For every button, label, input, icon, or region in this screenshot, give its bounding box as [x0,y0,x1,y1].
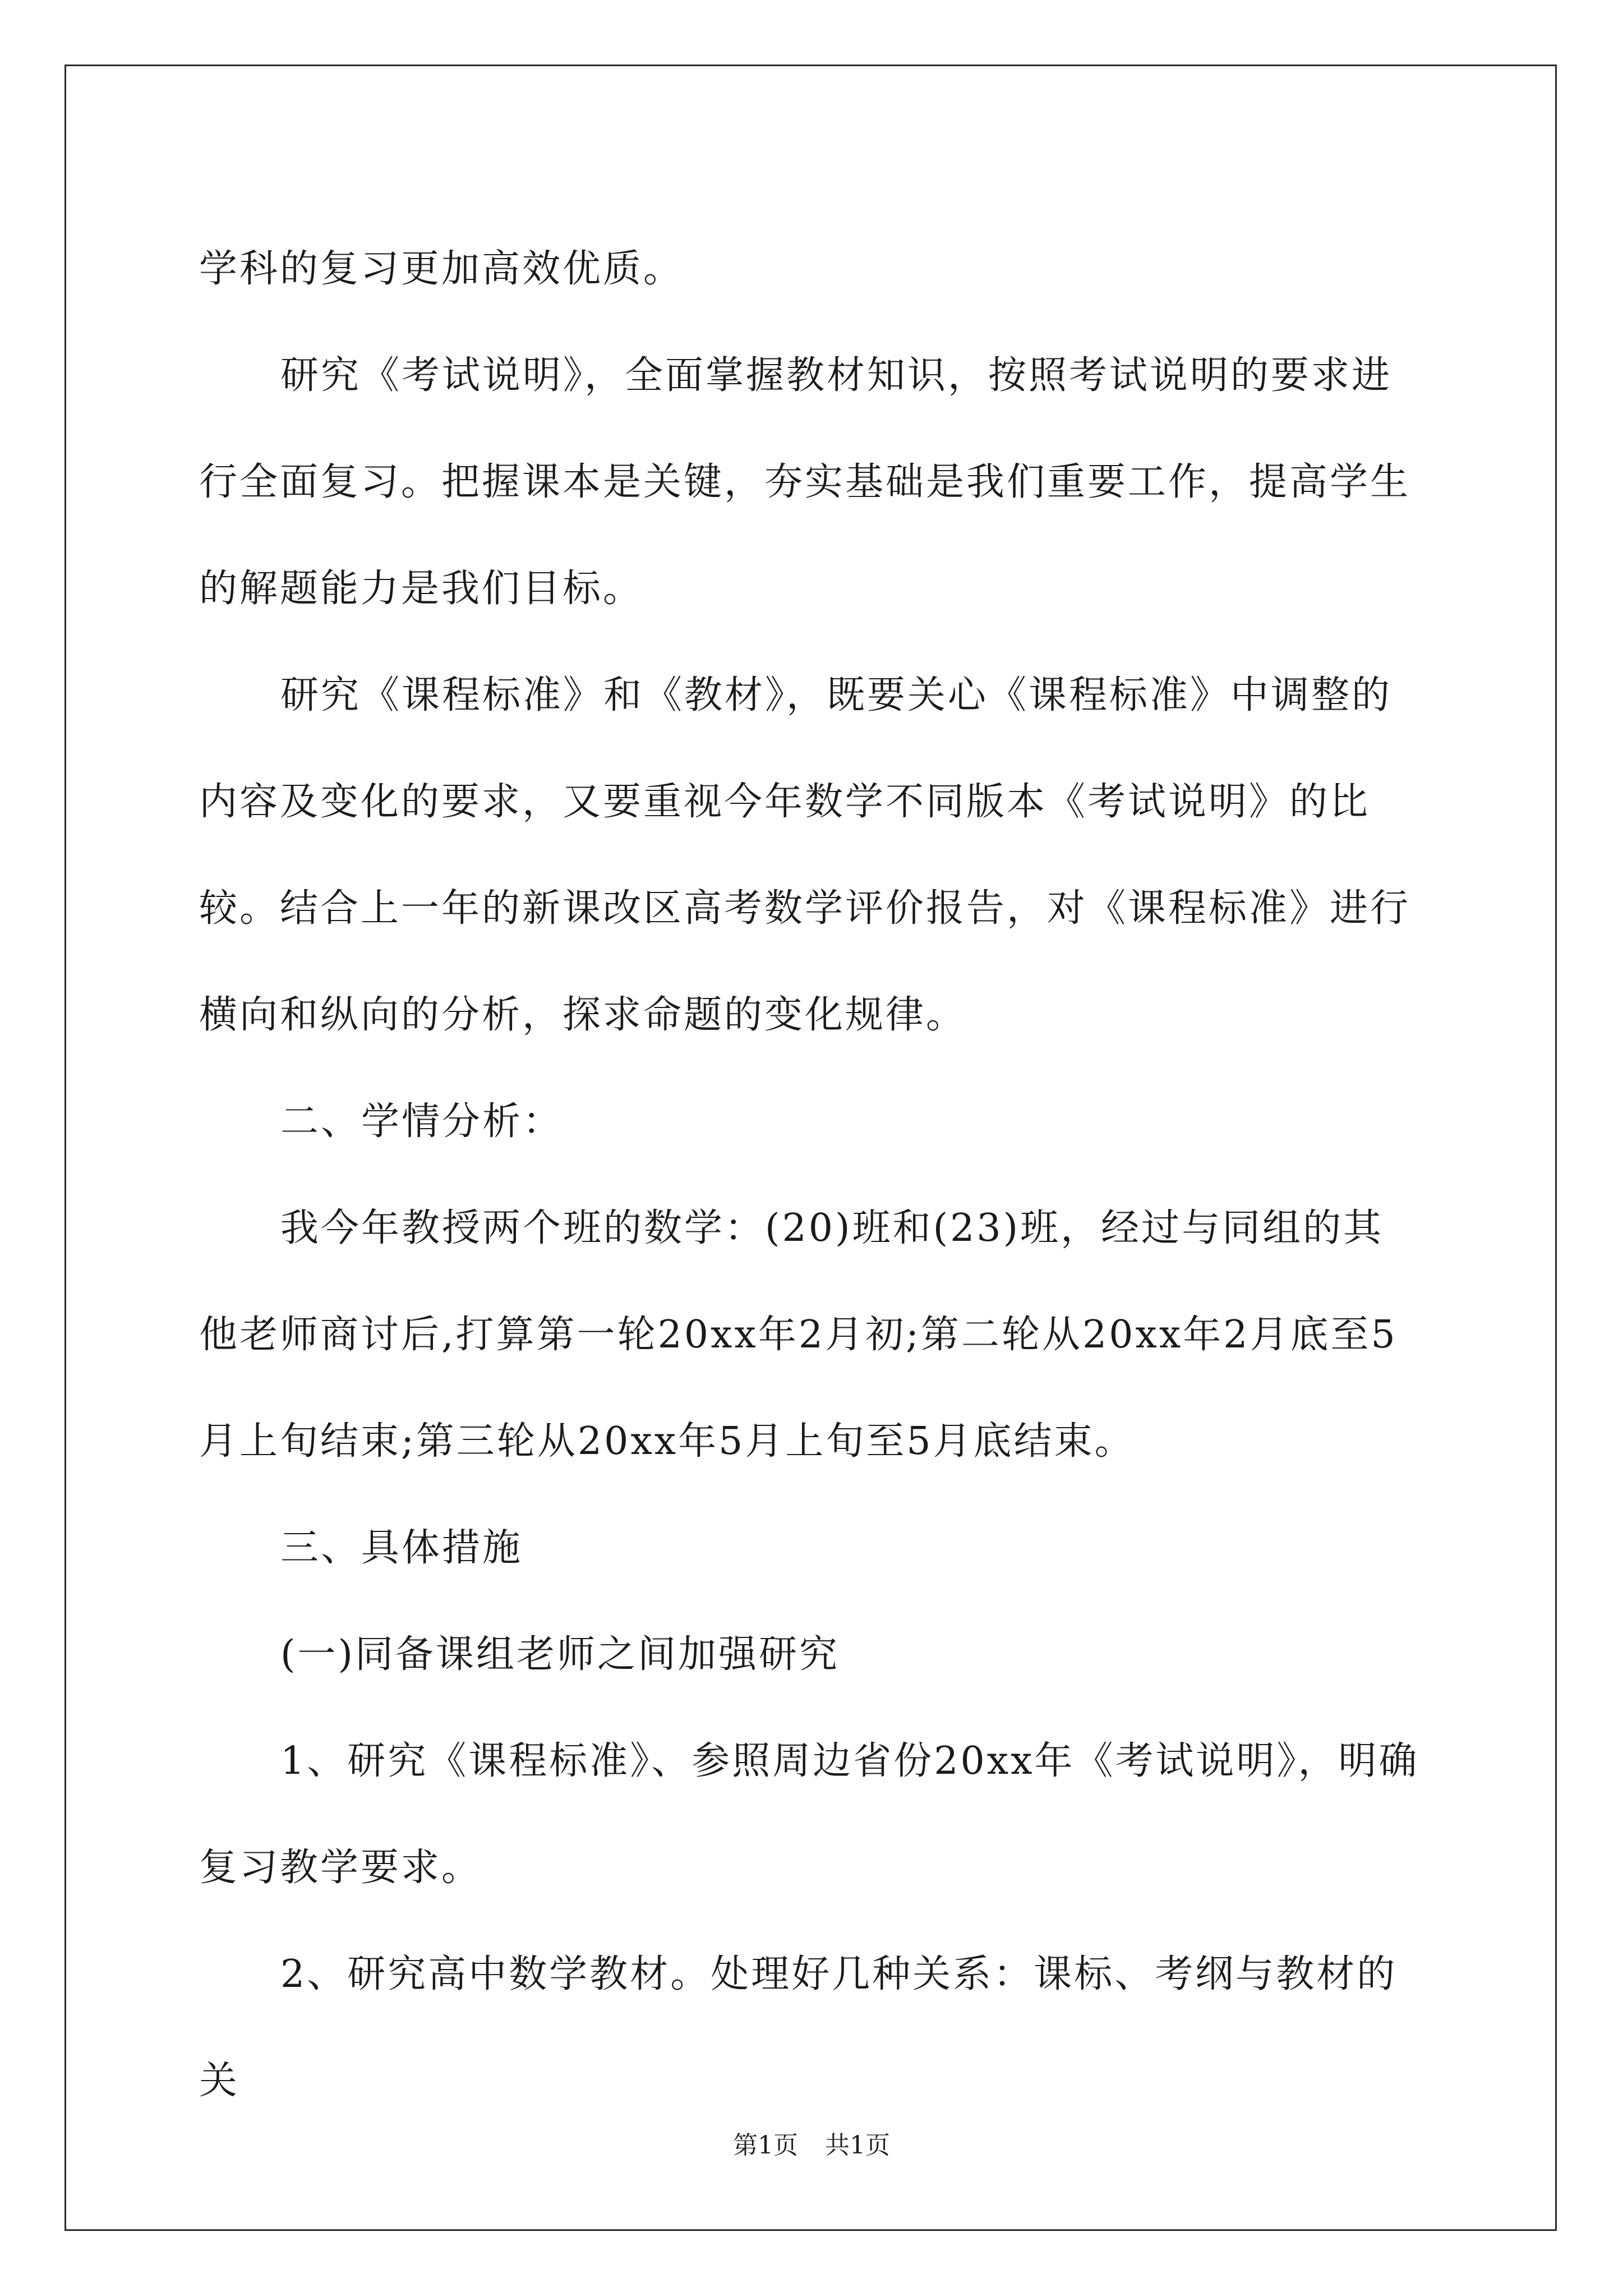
paragraph-9: 2、研究高中数学教材。处理好几种关系：课标、考纲与教材的关 [199,1952,1398,2103]
document-body [199,216,1422,2134]
heading-learning-analysis: 二、学情分析： [280,1099,564,1144]
page-total: 共1页 [825,2131,890,2160]
page-number: 第1页 [733,2131,798,2160]
subheading-research: (一)同备课组老师之间加强研究 [280,1632,840,1677]
paragraph-2: 研究《考试说明》，全面掌握教材知识，按照考试说明的要求进行全面复习。把握课本是关键，夯实基础是我们重要工作，提高学生的解题能力是我们目标。 [199,353,1411,611]
page-footer [0,2129,1623,2162]
paragraph-3: 研究《课程标准》和《教材》，既要关心《课程标准》中调整的内容及变化的要求，又要重视今年数学不同版本《考试说明》的比较。结合上一年的新课改区高考数学评价报告，对《课程标准》进行横向和纵向的分析，探求命题的变化规律。 [199,673,1411,1037]
heading-specific-measures: 三、具体措施 [280,1526,523,1570]
paragraph-1: 学科的复习更加高效优质。 [199,247,684,291]
paragraph-8: 1、研究《课程标准》、参照周边省份20xx年《考试说明》，明确复习教学要求。 [199,1739,1419,1890]
paragraph-5: 我今年教授两个班的数学：(20)班和(23)班，经过与同组的其他老师商讨后,打算第一轮20xx年2月初;第二轮从20xx年2月底至5月上旬结束;第三轮从20xx年5月上旬至5月底结束。 [199,1206,1398,1464]
